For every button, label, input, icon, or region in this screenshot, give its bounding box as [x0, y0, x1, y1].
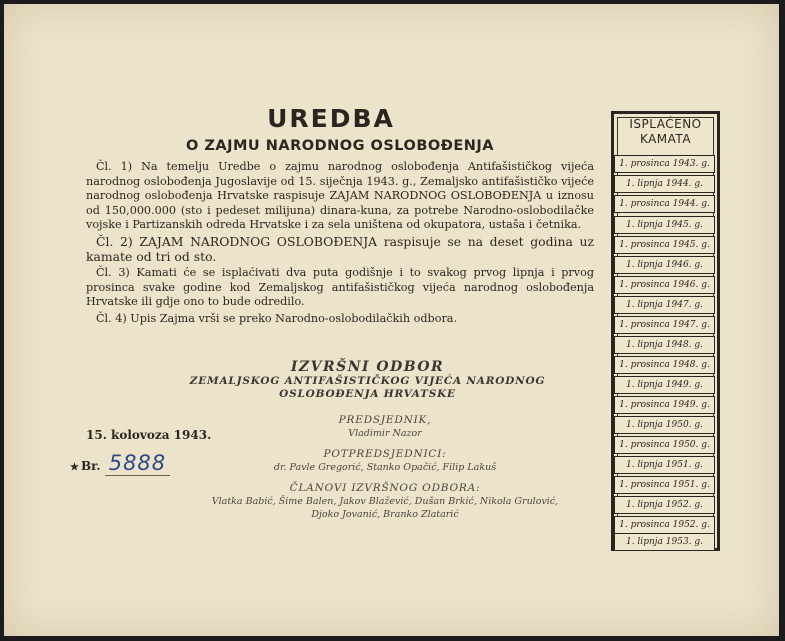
vice-presidents-title: POTPREDSJEDNICI:: [323, 448, 447, 460]
interest-coupon: 1. prosinca 1950. g.: [614, 436, 715, 454]
interest-coupon: 1. prosinca 1943. g.: [614, 155, 715, 173]
committee-line-2: OSLOBOĐENJA HRVATSKE: [279, 388, 456, 400]
interest-coupon: 1. lipnja 1945. g.: [614, 216, 715, 234]
interest-coupon: 1. lipnja 1951. g.: [614, 456, 715, 474]
interest-coupon: 1. prosinca 1949. g.: [614, 396, 715, 414]
members-names-line-2: Djoko Jovanić, Branko Zlatarić: [311, 509, 459, 520]
article-2: Čl. 2) ZAJAM NARODNOG OSLOBOĐENJA raspisuje se na deset godina uz kamate od tri od sto.: [86, 233, 594, 264]
interest-coupon: 1. lipnja 1948. g.: [614, 336, 715, 354]
committee-heading: IZVRŠNI ODBOR: [290, 359, 445, 375]
vice-presidents-names: dr. Pavle Gregorić, Stanko Opačić, Filip Lakuš: [273, 462, 497, 473]
interest-coupon: 1. prosinca 1948. g.: [614, 356, 715, 374]
interest-coupon: 1. prosinca 1944. g.: [614, 195, 715, 213]
coupon-heading-line-2: KAMATA: [639, 132, 692, 146]
serial-number: [70, 451, 170, 475]
star-icon: ★: [70, 462, 79, 473]
article-3: Čl. 3) Kamati će se isplaćivati dva puta godišnje i to svakog prvog lipnja i prvog prosinca svake godine kod Zemaljskog antifašističkog vijeća narodnog oslobođenja Hrvatske ili gdje ono to bude odredilo.: [86, 266, 594, 309]
members-title: ČLANOVI IZVRŠNOG ODBORA:: [289, 482, 481, 494]
committee-line-1: ZEMALJSKOG ANTIFAŠISTIČKOG VIJEĆA NARODNOG: [189, 375, 546, 387]
document-title: UREDBA: [267, 104, 395, 133]
interest-coupon: 1. prosinca 1947. g.: [614, 316, 715, 334]
interest-coupon: 1. lipnja 1946. g.: [614, 256, 715, 274]
committee-block: [180, 359, 555, 401]
document-subtitle: O ZAJMU NARODNOG OSLOBOĐENJA: [185, 138, 495, 154]
interest-coupon: 1. lipnja 1952. g.: [614, 496, 715, 514]
interest-coupon: 1. prosinca 1946. g.: [614, 276, 715, 294]
president-title: PREDSJEDNIK,: [338, 414, 432, 426]
serial-number-value: 5888: [105, 451, 170, 476]
interest-coupon: 1. lipnja 1953. g.: [614, 533, 715, 551]
interest-coupon: 1. lipnja 1950. g.: [614, 416, 715, 434]
interest-coupon-heading: [611, 117, 720, 147]
president-name: Vladimir Nazor: [348, 428, 422, 439]
interest-coupon: 1. prosinca 1951. g.: [614, 476, 715, 494]
interest-coupon: 1. lipnja 1949. g.: [614, 376, 715, 394]
interest-coupon: 1. lipnja 1947. g.: [614, 296, 715, 314]
interest-coupon: 1. prosinca 1945. g.: [614, 236, 715, 254]
interest-coupon: 1. prosinca 1952. g.: [614, 516, 715, 534]
article-1: Čl. 1) Na temelju Uredbe o zajmu narodnog oslobođenja Antifašističkog vijeća narodnog oslobođenja Jugoslavije od 15. siječnja 1943. g., Zemaljsko antifašističko vijeće narodnog oslobođenja Hrvatske raspisuje ZAJAM NARODNOG OSLOBOĐENJA u iznosu od 150,000.000 (sto i pedeset milijuna) dinara-kuna, za potrebe Narodno-oslobodilačke vojske i Partizanskih odreda Hrvatske i za sela uništena od okupatora, ustaša i četnika.: [86, 160, 594, 232]
interest-coupon: 1. lipnja 1944. g.: [614, 175, 715, 193]
article-4: Čl. 4) Upis Zajma vrši se preko Narodno-oslobodilačkih odbora.: [96, 311, 458, 325]
coupon-heading-line-1: ISPLAĆENO: [629, 117, 702, 131]
issue-date: 15. kolovoza 1943.: [86, 428, 212, 442]
serial-number-label: Br.: [80, 459, 101, 473]
decree-body: [86, 160, 594, 329]
members-names-line-1: Vlatka Babić, Šime Balen, Jakov Blažević, Dušan Brkić, Nikola Grulović,: [211, 496, 559, 507]
